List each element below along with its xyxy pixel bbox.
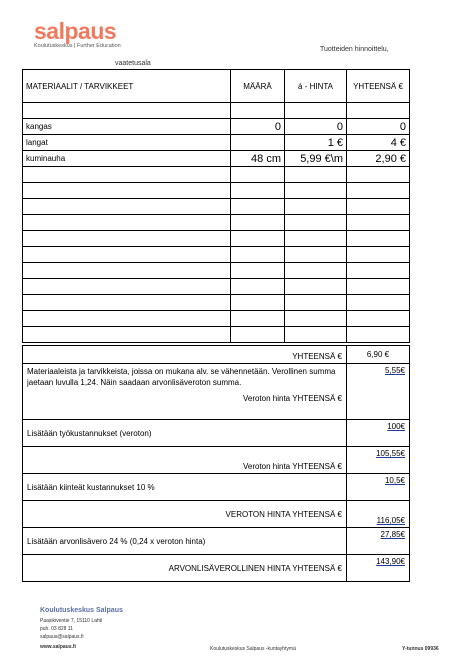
- table-cell: 0: [231, 119, 285, 135]
- gross-total-value: 143,90€: [376, 557, 405, 566]
- summary-row: [23, 447, 410, 474]
- summary-row: [23, 501, 410, 528]
- table-cell: 4 €: [347, 135, 410, 151]
- section-label: vaatetusala: [115, 60, 151, 67]
- subtotal-value: 105,55€: [376, 449, 405, 458]
- table-cell: [23, 295, 231, 311]
- table-cell: [231, 103, 285, 119]
- document-title: Tuotteiden hinnoittelu,: [320, 46, 389, 53]
- table-cell: 48 cm: [231, 151, 285, 167]
- summary-row: [23, 555, 410, 582]
- table-cell: 2,90 €: [347, 151, 410, 167]
- table-cell: [285, 247, 347, 263]
- vat-free-value-cell: [347, 364, 410, 420]
- table-cell: [23, 263, 231, 279]
- gross-total-value-cell: [347, 555, 410, 582]
- materials-table: [22, 69, 410, 343]
- table-cell: [23, 231, 231, 247]
- table-row: [23, 311, 410, 327]
- table-cell: [347, 327, 410, 343]
- table-cell: [347, 215, 410, 231]
- labor-value: 100€: [387, 422, 405, 431]
- table-cell: [23, 215, 231, 231]
- footer-address: Paasikiventie 7, 15110 Lahti: [40, 618, 103, 624]
- table-cell: [285, 295, 347, 311]
- table-cell: [285, 183, 347, 199]
- table-cell: kuminauha: [23, 151, 231, 167]
- summary-row: [23, 474, 410, 501]
- table-cell: [23, 311, 231, 327]
- table-cell: 0: [347, 119, 410, 135]
- table-cell: [231, 311, 285, 327]
- footer-group: Koulutuskeskus Salpaus -kuntayhtymä: [210, 646, 296, 652]
- footer-email: salpaus@salpaus.fi: [40, 634, 84, 640]
- table-cell: [23, 247, 231, 263]
- footer-business-id: Y-tunnus 09936: [402, 646, 439, 652]
- vat-value-cell: [347, 528, 410, 555]
- table-cell: [231, 231, 285, 247]
- table-cell: kangas: [23, 119, 231, 135]
- table-cell: [231, 199, 285, 215]
- net-total-value: 116,05€: [376, 516, 405, 525]
- table-row: [23, 183, 410, 199]
- table-row: [23, 135, 410, 151]
- table-row: [23, 199, 410, 215]
- table-cell: [23, 327, 231, 343]
- table-cell: 5,99 €\m: [285, 151, 347, 167]
- table-cell: [231, 295, 285, 311]
- table-row: [23, 215, 410, 231]
- fixed-costs-value-cell: [347, 474, 410, 501]
- summary-row: [23, 528, 410, 555]
- table-row: [23, 231, 410, 247]
- summary-row: [23, 346, 410, 364]
- table-cell: [347, 263, 410, 279]
- footer-phone: puh. 03 828 11: [40, 626, 73, 632]
- column-header: YHTEENSÄ €: [347, 70, 410, 103]
- table-row: [23, 279, 410, 295]
- column-header: á - HINTA: [285, 70, 347, 103]
- gross-total-label: ARVONLISÄVEROLLINEN HINTA YHTEENSÄ €: [23, 555, 347, 582]
- vat-free-value: 5,55€: [384, 366, 405, 375]
- vat-note-cell: [23, 364, 347, 420]
- materials-header-row: [23, 70, 410, 103]
- table-row: [23, 119, 410, 135]
- summary-table: [22, 345, 410, 582]
- table-cell: [23, 167, 231, 183]
- vat-value: 27,85€: [380, 530, 405, 539]
- table-cell: [231, 263, 285, 279]
- table-cell: [347, 103, 410, 119]
- table-row: [23, 263, 410, 279]
- table-cell: [285, 103, 347, 119]
- total-label: YHTEENSÄ €: [23, 346, 347, 364]
- table-cell: [347, 295, 410, 311]
- logo-subtitle: Koulutuskeskus | Further Education: [34, 43, 121, 49]
- labor-value-cell: [347, 420, 410, 447]
- table-cell: [347, 167, 410, 183]
- table-cell: [347, 231, 410, 247]
- table-cell: [285, 279, 347, 295]
- vat-label: Lisätään arvonlisävero 24 % (0,24 x veroton hinta): [23, 528, 347, 555]
- table-cell: [231, 167, 285, 183]
- subtotal-label: Veroton hinta YHTEENSÄ €: [23, 447, 347, 474]
- footer-organization: Koulutuskeskus Salpaus: [40, 607, 123, 614]
- table-cell: [231, 327, 285, 343]
- salpaus-logo: salpaus: [34, 18, 117, 44]
- table-cell: [285, 215, 347, 231]
- table-cell: [23, 183, 231, 199]
- summary-row: [23, 420, 410, 447]
- table-cell: [285, 263, 347, 279]
- table-cell: [23, 103, 231, 119]
- vat-note: Materiaaleista ja tarvikkeista, joissa on mukana alv. se vähennetään. Verollinen summa jaetaan luvulla 1,24. Näin saadaan arvonlisäveroton summa.: [27, 367, 336, 387]
- table-cell: 1 €: [285, 135, 347, 151]
- table-cell: [285, 199, 347, 215]
- fixed-costs-value: 10,5€: [384, 476, 405, 485]
- table-cell: [231, 183, 285, 199]
- table-cell: langat: [23, 135, 231, 151]
- net-total-label: VEROTON HINTA YHTEENSÄ €: [23, 501, 347, 528]
- footer-website: www.salpaus.fi: [40, 644, 76, 650]
- table-cell: [231, 279, 285, 295]
- table-cell: [285, 231, 347, 247]
- table-cell: [231, 215, 285, 231]
- labor-label: Lisätään työkustannukset (veroton): [23, 420, 347, 447]
- total-value: 6,90 €: [347, 346, 410, 364]
- table-cell: [347, 311, 410, 327]
- table-cell: [23, 199, 231, 215]
- net-total-value-cell: [347, 501, 410, 528]
- table-cell: [347, 279, 410, 295]
- table-row: [23, 327, 410, 343]
- table-cell: [231, 135, 285, 151]
- table-cell: [347, 247, 410, 263]
- table-row: [23, 295, 410, 311]
- table-cell: [285, 167, 347, 183]
- table-row: [23, 167, 410, 183]
- table-cell: [285, 327, 347, 343]
- table-cell: [231, 247, 285, 263]
- table-row: [23, 151, 410, 167]
- vat-free-label: Veroton hinta YHTEENSÄ €: [242, 394, 342, 403]
- table-cell: [23, 279, 231, 295]
- subtotal-value-cell: [347, 447, 410, 474]
- fixed-costs-label: Lisätään kiinteät kustannukset 10 %: [23, 474, 347, 501]
- table-cell: [285, 311, 347, 327]
- table-cell: 0: [285, 119, 347, 135]
- column-header: MATERIAALIT / TARVIKKEET: [23, 70, 231, 103]
- summary-row: [23, 364, 410, 420]
- table-cell: [347, 199, 410, 215]
- table-row: [23, 247, 410, 263]
- table-row: [23, 103, 410, 119]
- table-cell: [347, 183, 410, 199]
- column-header: MÄÄRÄ: [231, 70, 285, 103]
